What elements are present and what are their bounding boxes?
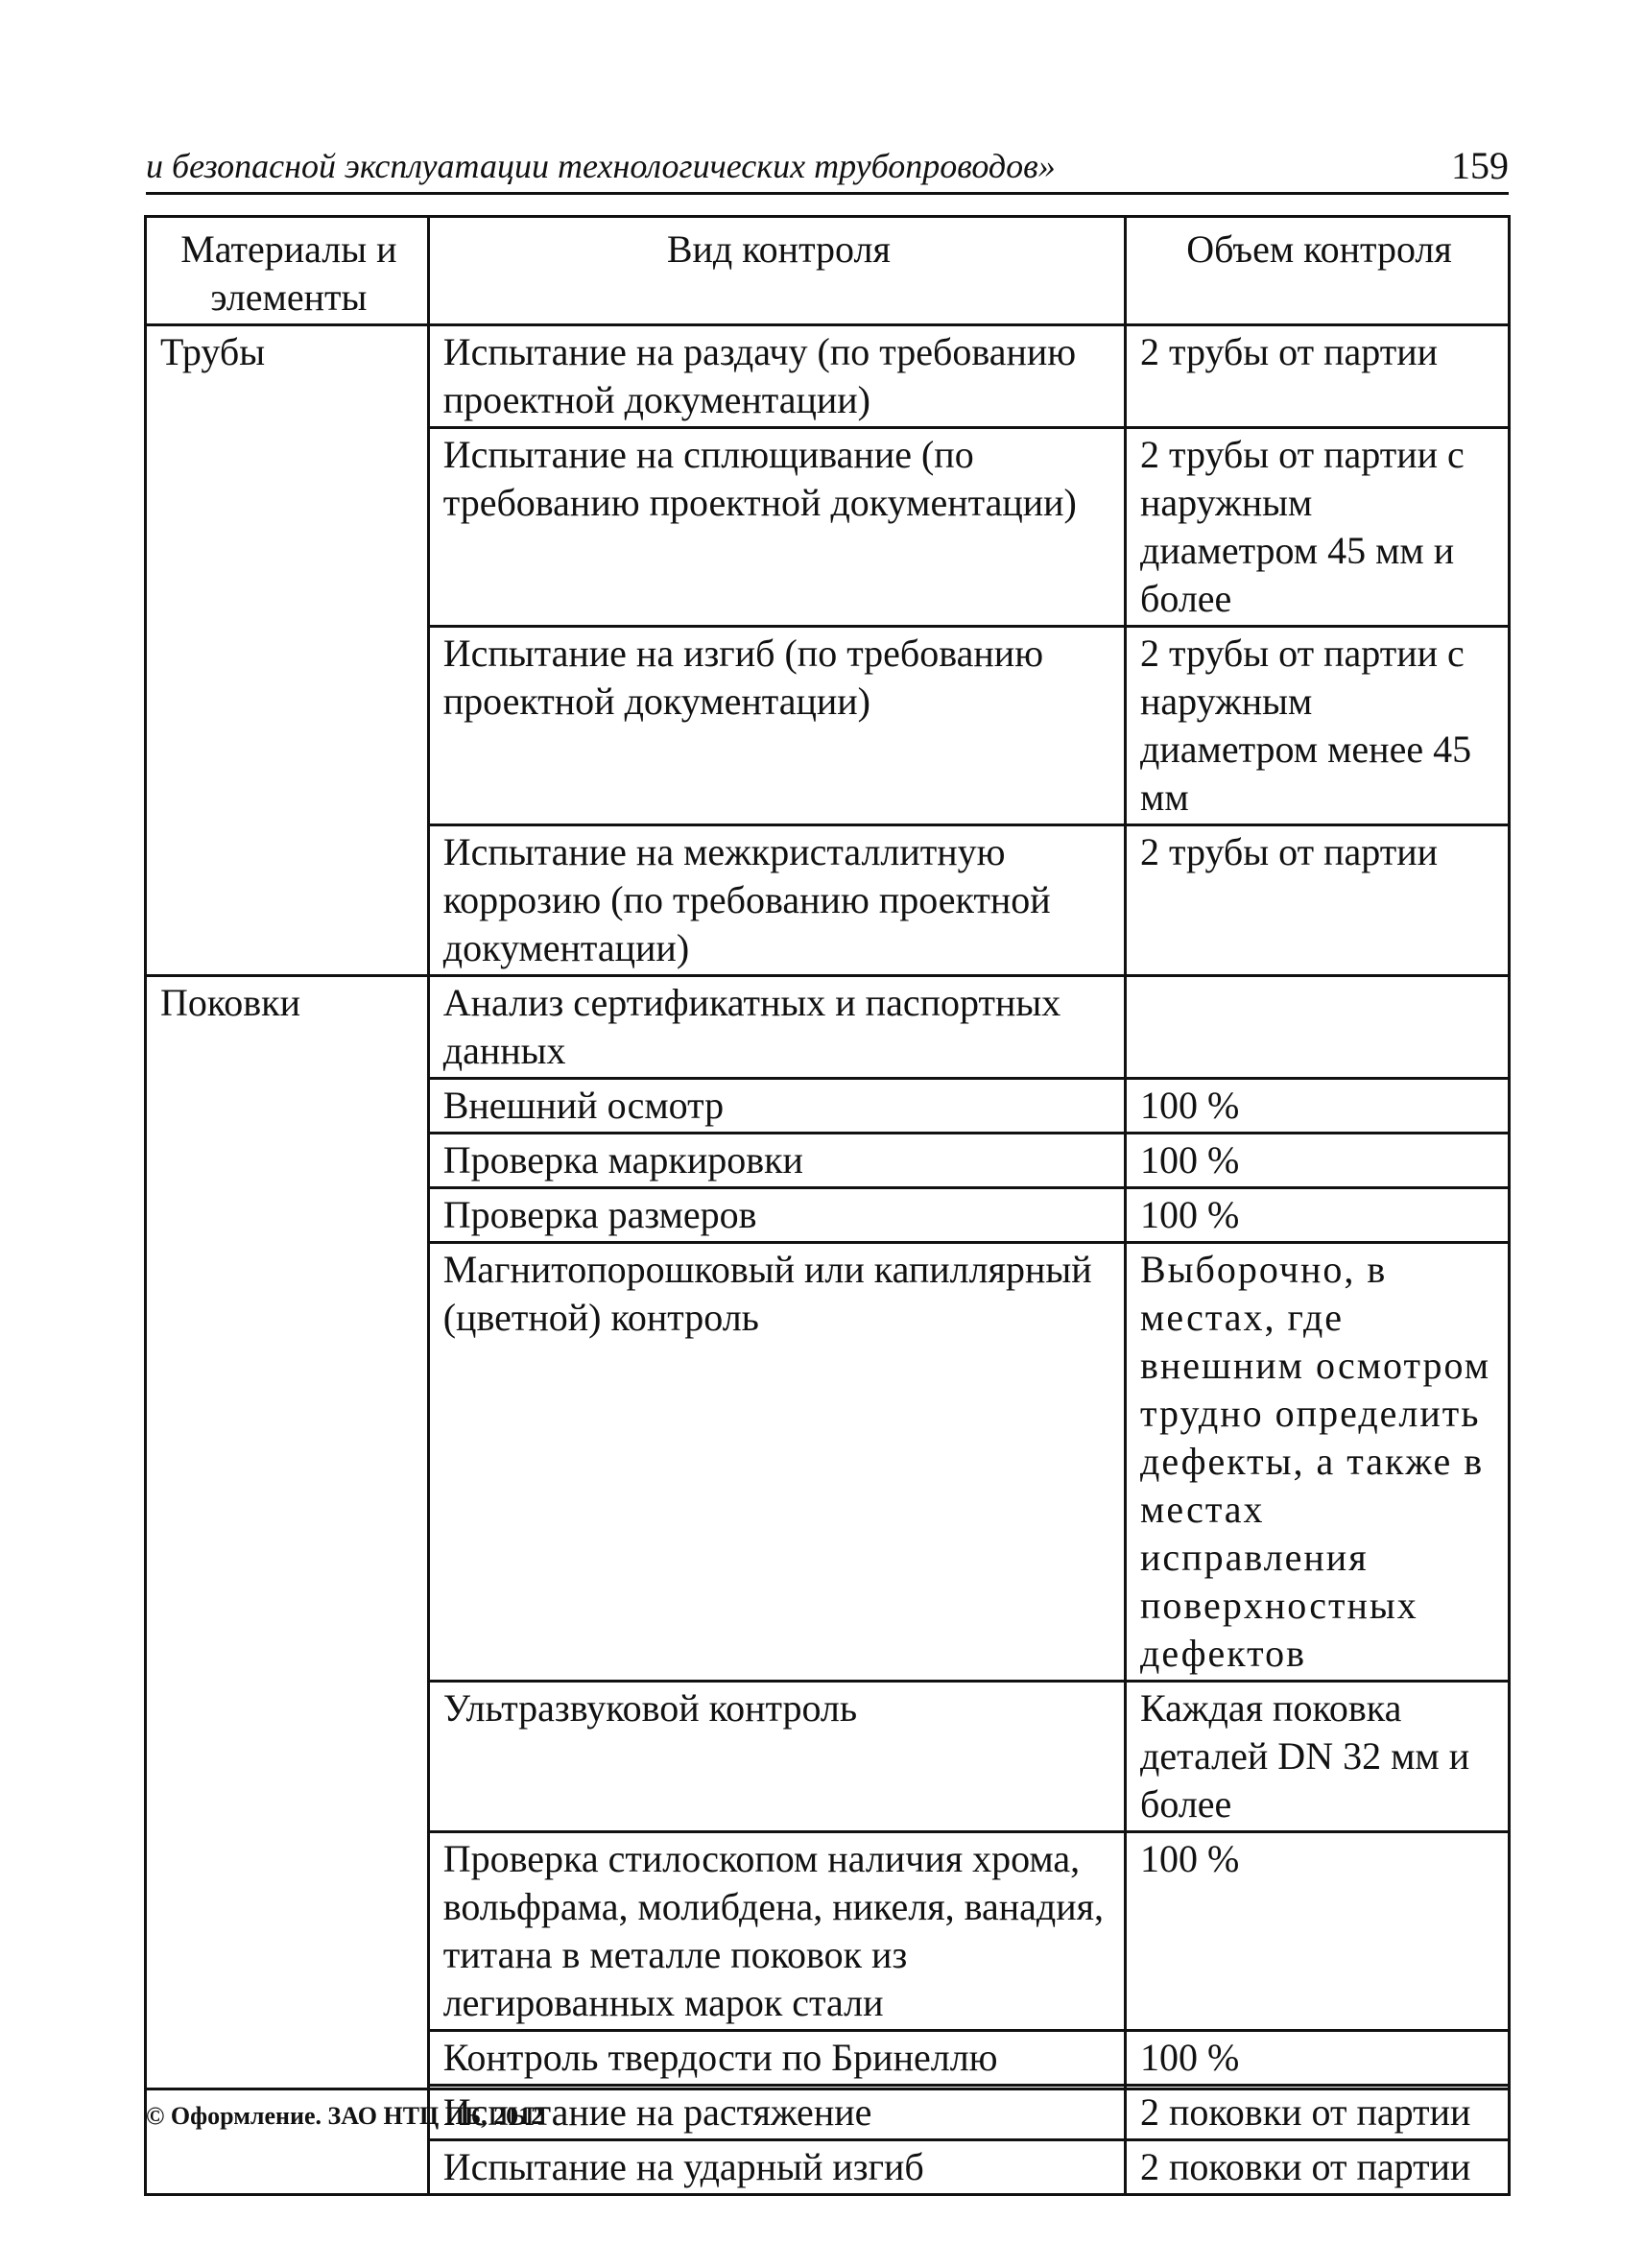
page-number: 159	[1451, 144, 1509, 187]
control-type-cell: Проверка маркировки	[428, 1134, 1125, 1188]
control-type-cell: Испытание на изгиб (по требованию проектной документации)	[428, 627, 1125, 825]
control-volume-cell: 2 трубы от партии с наружным диаметром 45 мм и более	[1126, 428, 1510, 627]
control-type-cell: Контроль твердости по Бринеллю	[428, 2031, 1125, 2086]
table-header-row	[146, 217, 1510, 325]
control-volume-cell: 100 %	[1126, 1832, 1510, 2031]
control-type-cell: Испытание на ударный изгиб	[428, 2140, 1125, 2195]
running-head	[146, 134, 1509, 195]
control-volume-cell: 100 %	[1126, 1188, 1510, 1243]
control-type-cell: Проверка размеров	[428, 1188, 1125, 1243]
control-volume-cell: Каждая поковка деталей DN 32 мм и более	[1126, 1682, 1510, 1832]
header-control-volume: Объем контроля	[1126, 217, 1510, 325]
running-title: и безопасной эксплуатации технологических трубопроводов»	[146, 147, 1056, 185]
material-cell: Поковки	[146, 976, 429, 2195]
control-type-cell: Проверка стилоскопом наличия хрома, вольфрама, молибдена, никеля, ванадия, титана в металле поковок из легированных марок стали	[428, 1832, 1125, 2031]
control-type-cell: Анализ сертификатных и паспортных данных	[428, 976, 1125, 1079]
control-type-cell: Испытание на раздачу (по требованию проектной документации)	[428, 325, 1125, 428]
control-type-cell: Ультразвуковой контроль	[428, 1682, 1125, 1832]
control-type-cell: Испытание на межкристаллитную коррозию (по требованию проектной документации)	[428, 825, 1125, 976]
copyright-footer: © Оформление. ЗАО НТЦ ПБ, 2012	[146, 2102, 544, 2130]
control-type-cell: Испытание на сплющивание (по требованию проектной документации)	[428, 428, 1125, 627]
table-row	[146, 325, 1510, 428]
control-volume-cell: 100 %	[1126, 1134, 1510, 1188]
table-row	[146, 976, 1510, 1079]
control-volume-cell	[1126, 976, 1510, 1079]
control-type-cell: Испытание на растяжение	[428, 2086, 1125, 2140]
control-volume-cell: 2 трубы от партии	[1126, 325, 1510, 428]
control-volume-cell: 2 трубы от партии с наружным диаметром менее 45 мм	[1126, 627, 1510, 825]
control-type-cell: Магнитопорошковый или капиллярный (цветной) контроль	[428, 1243, 1125, 1682]
control-volume-cell: Выборочно, в местах, где внешним осмотром трудно определить дефекты, а также в местах исправления поверхностных дефектов	[1126, 1243, 1510, 1682]
control-type-cell: Внешний осмотр	[428, 1079, 1125, 1134]
control-volume-cell: 100 %	[1126, 2031, 1510, 2086]
control-table	[144, 215, 1511, 2196]
control-volume-cell: 2 поковки от партии	[1126, 2140, 1510, 2195]
material-cell: Трубы	[146, 325, 429, 976]
control-volume-cell: 2 трубы от партии	[1126, 825, 1510, 976]
control-volume-cell: 100 %	[1126, 1079, 1510, 1134]
header-materials: Материалы и элементы	[146, 217, 429, 325]
footer-rule	[146, 2088, 1509, 2090]
control-volume-cell: 2 поковки от партии	[1126, 2086, 1510, 2140]
header-control-type: Вид контроля	[428, 217, 1125, 325]
